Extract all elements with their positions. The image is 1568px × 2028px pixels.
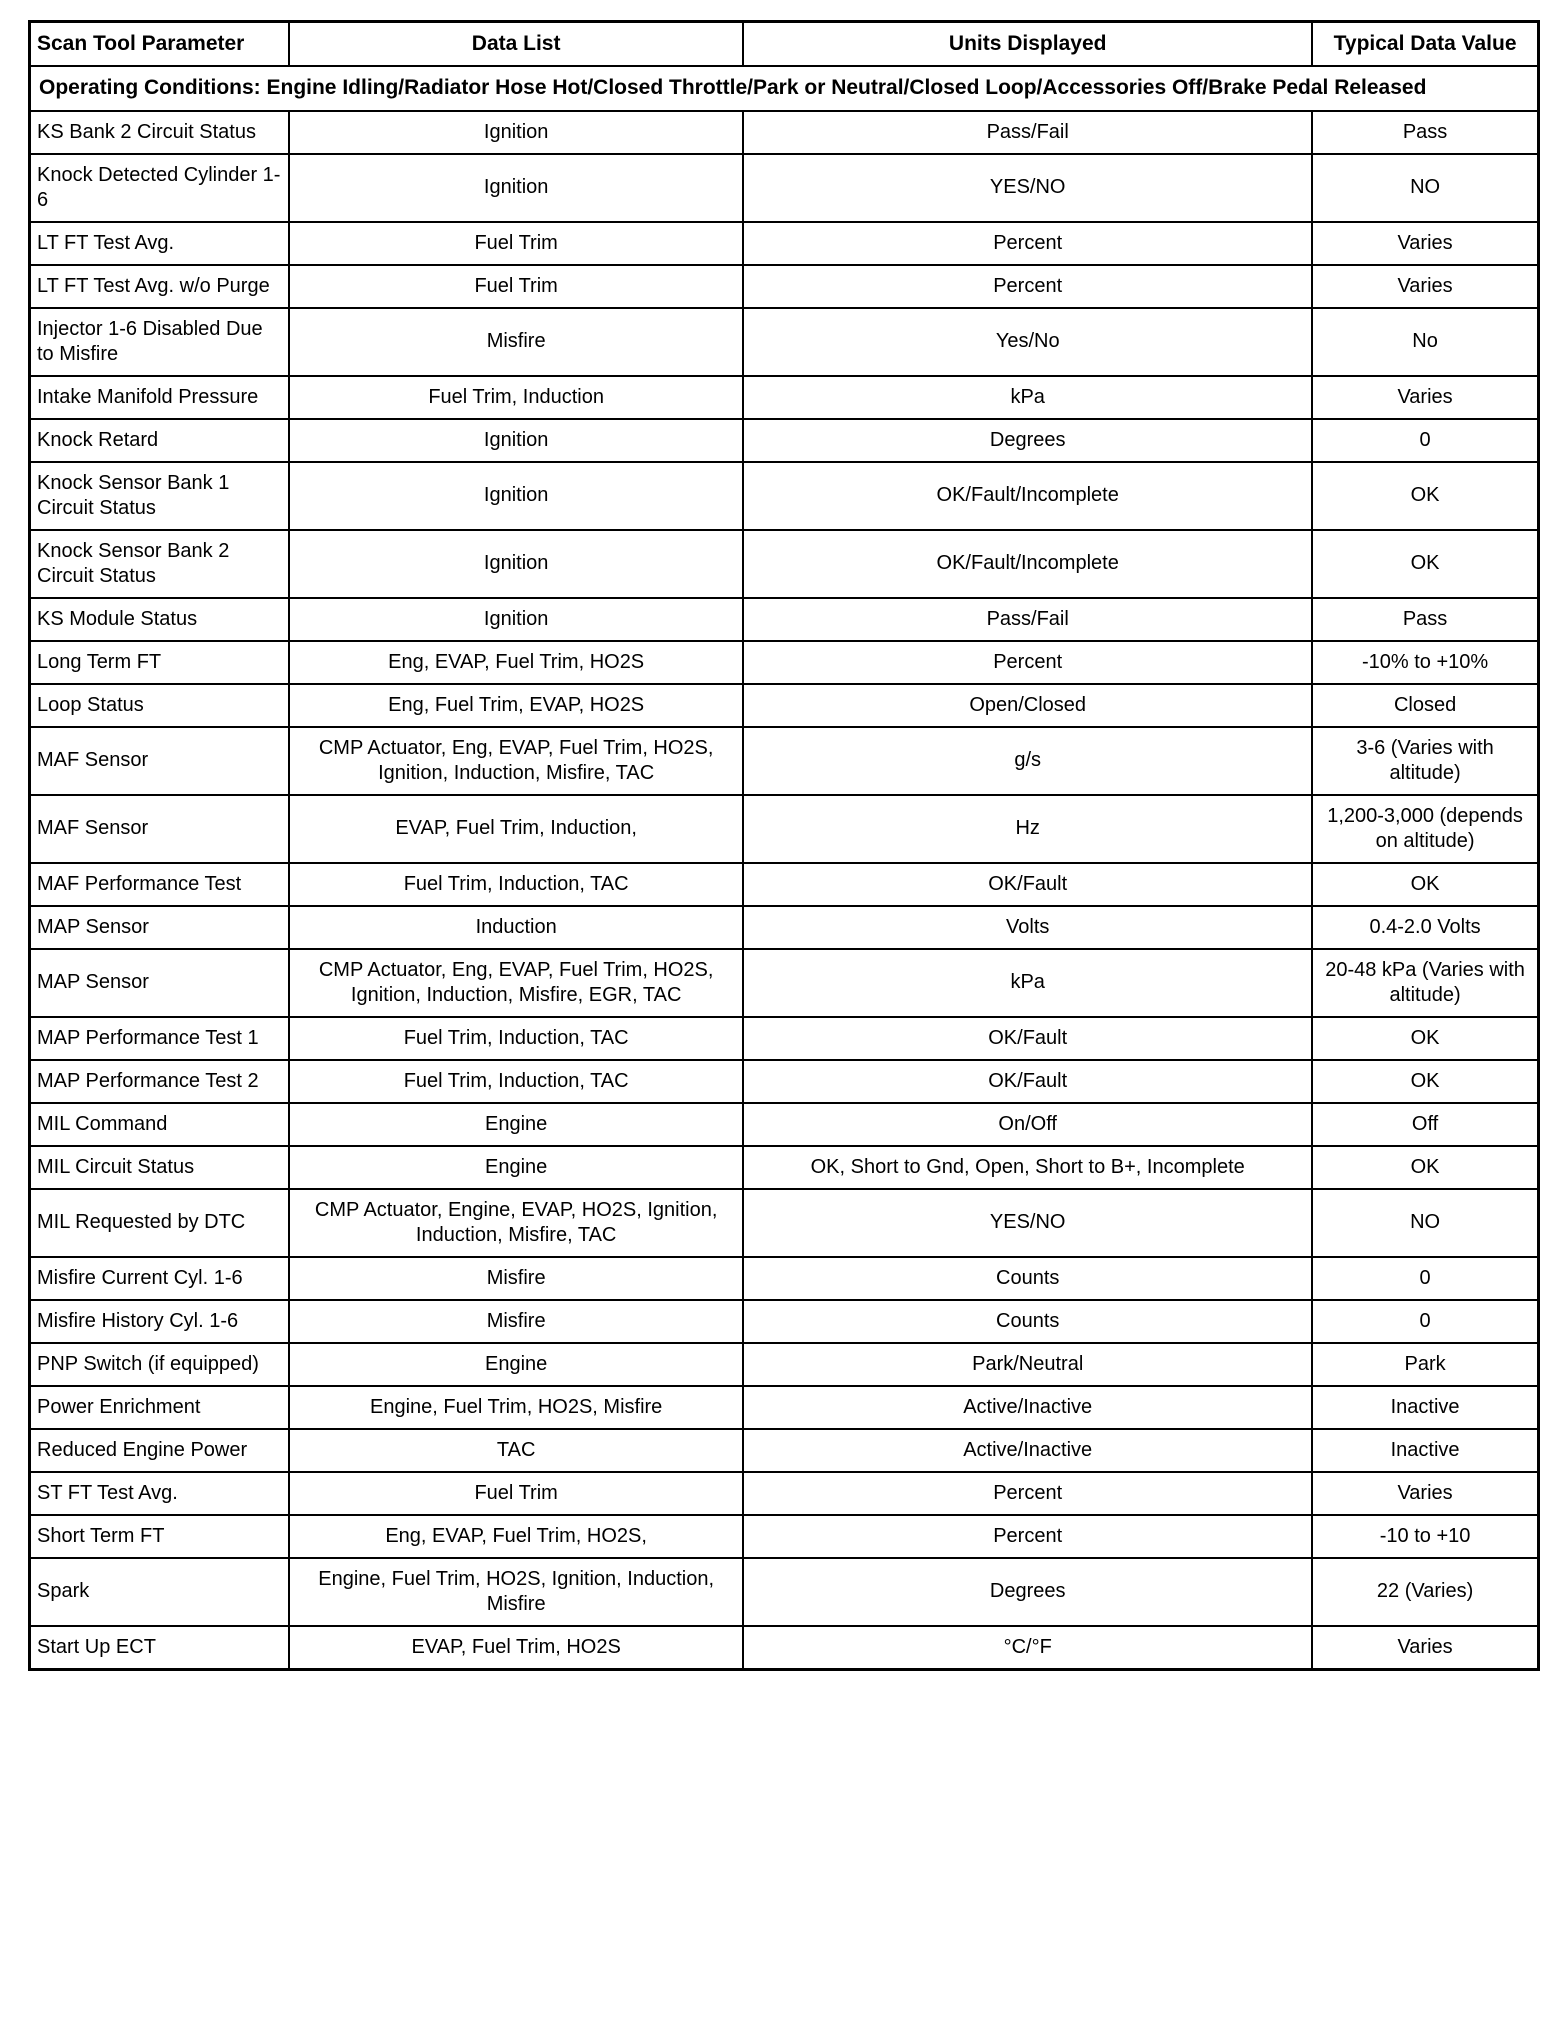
table-row bbox=[30, 598, 1539, 641]
cell-typical_value: 0 bbox=[1312, 1300, 1538, 1343]
cell-typical_value: Inactive bbox=[1312, 1386, 1538, 1429]
cell-parameter: MAP Performance Test 2 bbox=[30, 1060, 290, 1103]
cell-data_list: Ignition bbox=[289, 598, 743, 641]
table-row bbox=[30, 154, 1539, 222]
cell-typical_value: Off bbox=[1312, 1103, 1538, 1146]
table-row bbox=[30, 1472, 1539, 1515]
cell-typical_value: OK bbox=[1312, 1060, 1538, 1103]
table-row bbox=[30, 265, 1539, 308]
cell-parameter: MAP Sensor bbox=[30, 906, 290, 949]
cell-parameter: KS Bank 2 Circuit Status bbox=[30, 111, 290, 154]
cell-parameter: Loop Status bbox=[30, 684, 290, 727]
cell-data_list: Engine bbox=[289, 1103, 743, 1146]
cell-typical_value: 22 (Varies) bbox=[1312, 1558, 1538, 1626]
cell-units: Volts bbox=[743, 906, 1312, 949]
cell-units: OK/Fault/Incomplete bbox=[743, 530, 1312, 598]
cell-parameter: MIL Circuit Status bbox=[30, 1146, 290, 1189]
cell-units: Degrees bbox=[743, 419, 1312, 462]
cell-units: Percent bbox=[743, 1515, 1312, 1558]
table-row bbox=[30, 949, 1539, 1017]
cell-parameter: Power Enrichment bbox=[30, 1386, 290, 1429]
cell-units: YES/NO bbox=[743, 154, 1312, 222]
cell-typical_value: NO bbox=[1312, 154, 1538, 222]
table-row bbox=[30, 863, 1539, 906]
cell-units: OK/Fault/Incomplete bbox=[743, 462, 1312, 530]
cell-units: Active/Inactive bbox=[743, 1429, 1312, 1472]
cell-data_list: Fuel Trim, Induction bbox=[289, 376, 743, 419]
table-row bbox=[30, 1300, 1539, 1343]
cell-parameter: MIL Command bbox=[30, 1103, 290, 1146]
table-row bbox=[30, 1626, 1539, 1670]
cell-data_list: EVAP, Fuel Trim, HO2S bbox=[289, 1626, 743, 1670]
cell-typical_value: 0 bbox=[1312, 419, 1538, 462]
cell-data_list: Eng, EVAP, Fuel Trim, HO2S bbox=[289, 641, 743, 684]
cell-data_list: Misfire bbox=[289, 1257, 743, 1300]
cell-typical_value: Varies bbox=[1312, 222, 1538, 265]
cell-typical_value: No bbox=[1312, 308, 1538, 376]
cell-data_list: Fuel Trim, Induction, TAC bbox=[289, 863, 743, 906]
cell-data_list: CMP Actuator, Engine, EVAP, HO2S, Ignition, Induction, Misfire, TAC bbox=[289, 1189, 743, 1257]
cell-parameter: Knock Sensor Bank 2 Circuit Status bbox=[30, 530, 290, 598]
header-typical-data-value: Typical Data Value bbox=[1312, 22, 1538, 67]
cell-typical_value: OK bbox=[1312, 530, 1538, 598]
cell-units: Pass/Fail bbox=[743, 598, 1312, 641]
cell-data_list: CMP Actuator, Eng, EVAP, Fuel Trim, HO2S, Ignition, Induction, Misfire, TAC bbox=[289, 727, 743, 795]
cell-parameter: Misfire History Cyl. 1-6 bbox=[30, 1300, 290, 1343]
cell-data_list: Misfire bbox=[289, 308, 743, 376]
cell-typical_value: Park bbox=[1312, 1343, 1538, 1386]
cell-data_list: Induction bbox=[289, 906, 743, 949]
cell-data_list: Fuel Trim bbox=[289, 222, 743, 265]
cell-units: Open/Closed bbox=[743, 684, 1312, 727]
cell-units: Counts bbox=[743, 1257, 1312, 1300]
operating-conditions-text: Operating Conditions: Engine Idling/Radiator Hose Hot/Closed Throttle/Park or Neutral/Closed Loop/Accessories Off/Brake Pedal Released bbox=[30, 66, 1539, 110]
cell-parameter: Knock Retard bbox=[30, 419, 290, 462]
cell-units: Hz bbox=[743, 795, 1312, 863]
table-row bbox=[30, 530, 1539, 598]
cell-parameter: ST FT Test Avg. bbox=[30, 1472, 290, 1515]
cell-parameter: Misfire Current Cyl. 1-6 bbox=[30, 1257, 290, 1300]
cell-data_list: Ignition bbox=[289, 419, 743, 462]
header-scan-tool-parameter: Scan Tool Parameter bbox=[30, 22, 290, 67]
table-row bbox=[30, 462, 1539, 530]
table-row bbox=[30, 222, 1539, 265]
header-row bbox=[30, 22, 1539, 67]
cell-typical_value: OK bbox=[1312, 1017, 1538, 1060]
cell-data_list: Fuel Trim, Induction, TAC bbox=[289, 1017, 743, 1060]
cell-typical_value: 0.4-2.0 Volts bbox=[1312, 906, 1538, 949]
cell-typical_value: 0 bbox=[1312, 1257, 1538, 1300]
cell-typical_value: 3-6 (Varies with altitude) bbox=[1312, 727, 1538, 795]
cell-data_list: Ignition bbox=[289, 111, 743, 154]
cell-data_list: Engine, Fuel Trim, HO2S, Ignition, Induction, Misfire bbox=[289, 1558, 743, 1626]
table-row bbox=[30, 376, 1539, 419]
cell-typical_value: Inactive bbox=[1312, 1429, 1538, 1472]
cell-parameter: Start Up ECT bbox=[30, 1626, 290, 1670]
cell-data_list: Ignition bbox=[289, 154, 743, 222]
table-row bbox=[30, 1386, 1539, 1429]
cell-parameter: Knock Sensor Bank 1 Circuit Status bbox=[30, 462, 290, 530]
cell-typical_value: Varies bbox=[1312, 376, 1538, 419]
cell-data_list: Engine bbox=[289, 1146, 743, 1189]
cell-parameter: Knock Detected Cylinder 1-6 bbox=[30, 154, 290, 222]
table-row bbox=[30, 1257, 1539, 1300]
cell-data_list: TAC bbox=[289, 1429, 743, 1472]
cell-parameter: Short Term FT bbox=[30, 1515, 290, 1558]
cell-units: Active/Inactive bbox=[743, 1386, 1312, 1429]
cell-units: Park/Neutral bbox=[743, 1343, 1312, 1386]
cell-units: kPa bbox=[743, 949, 1312, 1017]
table-row bbox=[30, 1515, 1539, 1558]
cell-data_list: Fuel Trim, Induction, TAC bbox=[289, 1060, 743, 1103]
cell-units: kPa bbox=[743, 376, 1312, 419]
cell-data_list: Fuel Trim bbox=[289, 1472, 743, 1515]
cell-data_list: Ignition bbox=[289, 530, 743, 598]
cell-units: YES/NO bbox=[743, 1189, 1312, 1257]
cell-units: g/s bbox=[743, 727, 1312, 795]
cell-units: OK/Fault bbox=[743, 863, 1312, 906]
table-row bbox=[30, 727, 1539, 795]
operating-conditions-row bbox=[30, 66, 1539, 110]
cell-parameter: MAF Performance Test bbox=[30, 863, 290, 906]
cell-data_list: Misfire bbox=[289, 1300, 743, 1343]
cell-parameter: KS Module Status bbox=[30, 598, 290, 641]
table-body bbox=[30, 111, 1539, 1670]
table-row bbox=[30, 1343, 1539, 1386]
table-row bbox=[30, 419, 1539, 462]
cell-units: Percent bbox=[743, 1472, 1312, 1515]
cell-units: °C/°F bbox=[743, 1626, 1312, 1670]
cell-typical_value: Varies bbox=[1312, 1626, 1538, 1670]
cell-typical_value: NO bbox=[1312, 1189, 1538, 1257]
cell-typical_value: 1,200-3,000 (depends on altitude) bbox=[1312, 795, 1538, 863]
cell-parameter: MAF Sensor bbox=[30, 727, 290, 795]
cell-data_list: EVAP, Fuel Trim, Induction, bbox=[289, 795, 743, 863]
scan-tool-data-table bbox=[28, 20, 1540, 1671]
cell-parameter: MAP Sensor bbox=[30, 949, 290, 1017]
cell-parameter: LT FT Test Avg. w/o Purge bbox=[30, 265, 290, 308]
cell-units: Percent bbox=[743, 222, 1312, 265]
table-row bbox=[30, 1429, 1539, 1472]
cell-units: Degrees bbox=[743, 1558, 1312, 1626]
cell-typical_value: Varies bbox=[1312, 265, 1538, 308]
cell-parameter: MAP Performance Test 1 bbox=[30, 1017, 290, 1060]
cell-typical_value: -10 to +10 bbox=[1312, 1515, 1538, 1558]
cell-parameter: MAF Sensor bbox=[30, 795, 290, 863]
cell-units: OK/Fault bbox=[743, 1017, 1312, 1060]
cell-units: Pass/Fail bbox=[743, 111, 1312, 154]
cell-typical_value: OK bbox=[1312, 863, 1538, 906]
table-row bbox=[30, 906, 1539, 949]
cell-parameter: Long Term FT bbox=[30, 641, 290, 684]
cell-units: Yes/No bbox=[743, 308, 1312, 376]
cell-data_list: Eng, EVAP, Fuel Trim, HO2S, bbox=[289, 1515, 743, 1558]
cell-units: OK, Short to Gnd, Open, Short to B+, Incomplete bbox=[743, 1146, 1312, 1189]
cell-data_list: Fuel Trim bbox=[289, 265, 743, 308]
cell-typical_value: Varies bbox=[1312, 1472, 1538, 1515]
table-row bbox=[30, 684, 1539, 727]
table-row bbox=[30, 1146, 1539, 1189]
table-row bbox=[30, 795, 1539, 863]
cell-units: Percent bbox=[743, 641, 1312, 684]
cell-typical_value: -10% to +10% bbox=[1312, 641, 1538, 684]
cell-data_list: Engine, Fuel Trim, HO2S, Misfire bbox=[289, 1386, 743, 1429]
cell-units: Percent bbox=[743, 265, 1312, 308]
table-row bbox=[30, 1189, 1539, 1257]
cell-parameter: Spark bbox=[30, 1558, 290, 1626]
cell-data_list: Ignition bbox=[289, 462, 743, 530]
cell-units: OK/Fault bbox=[743, 1060, 1312, 1103]
header-data-list: Data List bbox=[289, 22, 743, 67]
cell-typical_value: 20-48 kPa (Varies with altitude) bbox=[1312, 949, 1538, 1017]
table-row bbox=[30, 1103, 1539, 1146]
table-row bbox=[30, 308, 1539, 376]
cell-parameter: MIL Requested by DTC bbox=[30, 1189, 290, 1257]
cell-parameter: Reduced Engine Power bbox=[30, 1429, 290, 1472]
cell-parameter: Intake Manifold Pressure bbox=[30, 376, 290, 419]
cell-typical_value: Pass bbox=[1312, 598, 1538, 641]
cell-typical_value: Pass bbox=[1312, 111, 1538, 154]
table-row bbox=[30, 1060, 1539, 1103]
cell-data_list: CMP Actuator, Eng, EVAP, Fuel Trim, HO2S, Ignition, Induction, Misfire, EGR, TAC bbox=[289, 949, 743, 1017]
cell-typical_value: OK bbox=[1312, 1146, 1538, 1189]
table-row bbox=[30, 641, 1539, 684]
table-row bbox=[30, 1558, 1539, 1626]
cell-parameter: LT FT Test Avg. bbox=[30, 222, 290, 265]
cell-data_list: Eng, Fuel Trim, EVAP, HO2S bbox=[289, 684, 743, 727]
cell-units: On/Off bbox=[743, 1103, 1312, 1146]
cell-parameter: PNP Switch (if equipped) bbox=[30, 1343, 290, 1386]
cell-units: Counts bbox=[743, 1300, 1312, 1343]
table-row bbox=[30, 111, 1539, 154]
cell-typical_value: OK bbox=[1312, 462, 1538, 530]
cell-parameter: Injector 1-6 Disabled Due to Misfire bbox=[30, 308, 290, 376]
cell-typical_value: Closed bbox=[1312, 684, 1538, 727]
cell-data_list: Engine bbox=[289, 1343, 743, 1386]
header-units-displayed: Units Displayed bbox=[743, 22, 1312, 67]
table-row bbox=[30, 1017, 1539, 1060]
